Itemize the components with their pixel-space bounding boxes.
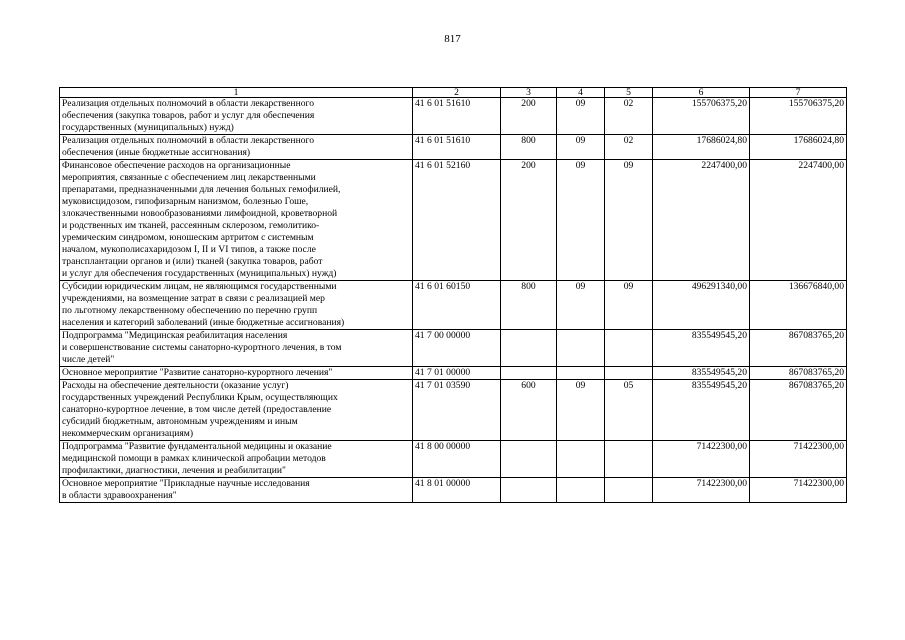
row-code: 41 6 01 52160 (413, 160, 501, 281)
row-code: 41 6 01 51610 (413, 135, 501, 160)
column-header: 1 (60, 88, 413, 98)
table-row (60, 160, 847, 281)
column-header: 2 (413, 88, 501, 98)
row-expense-type (501, 330, 557, 367)
row-expense-type (501, 478, 557, 503)
row-amount-col7: 867083765,20 (750, 367, 847, 380)
column-header: 4 (557, 88, 605, 98)
row-section: 09 (557, 281, 605, 330)
row-code: 41 7 01 03590 (413, 380, 501, 441)
row-amount-col6: 496291340,00 (653, 281, 750, 330)
row-expense-type: 200 (501, 160, 557, 281)
row-amount-col6: 155706375,20 (653, 98, 750, 135)
row-name: Подпрограмма "Развитие фундаментальной медицины и оказание медицинской помощи в рамках клинической апробации методов профилактики, диагностики, лечения и реабилитации" (60, 441, 413, 478)
row-expense-type: 800 (501, 135, 557, 160)
table-row (60, 380, 847, 441)
row-section (557, 367, 605, 380)
row-code: 41 6 01 51610 (413, 98, 501, 135)
row-section: 09 (557, 380, 605, 441)
row-amount-col7: 155706375,20 (750, 98, 847, 135)
row-section: 09 (557, 135, 605, 160)
row-subsection (605, 330, 653, 367)
row-amount-col7: 2247400,00 (750, 160, 847, 281)
row-subsection: 02 (605, 98, 653, 135)
row-amount-col7: 136676840,00 (750, 281, 847, 330)
table-row (60, 98, 847, 135)
row-name: Основное мероприятие "Прикладные научные исследования в области здравоохранения" (60, 478, 413, 503)
column-header: 7 (750, 88, 847, 98)
row-name: Основное мероприятие "Развитие санаторно-курортного лечения" (60, 367, 413, 380)
row-name: Подпрограмма "Медицинская реабилитация населения и совершенствование системы санаторно-курортного лечения, в том числе детей" (60, 330, 413, 367)
row-expense-type: 200 (501, 98, 557, 135)
row-amount-col6: 2247400,00 (653, 160, 750, 281)
row-code: 41 7 01 00000 (413, 367, 501, 380)
row-name: Субсидии юридическим лицам, не являющимся государственными учреждениями, на возмещение затрат в связи с реализацией мер по льготному лекарственному обеспечению по перечню групп населения и категорий заболеваний (иные бюджетные ассигнования) (60, 281, 413, 330)
row-section (557, 330, 605, 367)
row-subsection (605, 367, 653, 380)
row-section (557, 441, 605, 478)
row-code: 41 6 01 60150 (413, 281, 501, 330)
row-amount-col7: 867083765,20 (750, 380, 847, 441)
row-section (557, 478, 605, 503)
row-amount-col7: 867083765,20 (750, 330, 847, 367)
row-subsection: 05 (605, 380, 653, 441)
row-amount-col7: 71422300,00 (750, 478, 847, 503)
column-header: 5 (605, 88, 653, 98)
row-expense-type (501, 441, 557, 478)
row-section: 09 (557, 98, 605, 135)
row-amount-col6: 835549545,20 (653, 380, 750, 441)
row-name: Расходы на обеспечение деятельности (оказание услуг) государственных учреждений Республики Крым, осуществляющих санаторно-курортное лечение, в том числе детей (предоставление субсидий бюджетным, автономным учреждениям и иным некоммерческим организациям) (60, 380, 413, 441)
row-amount-col6: 17686024,80 (653, 135, 750, 160)
table-row (60, 135, 847, 160)
row-subsection (605, 478, 653, 503)
row-subsection: 02 (605, 135, 653, 160)
column-header: 6 (653, 88, 750, 98)
row-code: 41 8 00 00000 (413, 441, 501, 478)
row-expense-type (501, 367, 557, 380)
table-row (60, 281, 847, 330)
row-subsection: 09 (605, 281, 653, 330)
row-name: Реализация отдельных полномочий в области лекарственного обеспечения (закупка товаров, работ и услуг для обеспечения государственных (муниципальных) нужд) (60, 98, 413, 135)
table-row (60, 330, 847, 367)
row-amount-col6: 71422300,00 (653, 478, 750, 503)
row-name: Реализация отдельных полномочий в области лекарственного обеспечения (иные бюджетные ассигнования) (60, 135, 413, 160)
row-section: 09 (557, 160, 605, 281)
table-row (60, 367, 847, 380)
table-header-row (60, 88, 847, 98)
row-expense-type: 800 (501, 281, 557, 330)
row-name: Финансовое обеспечение расходов на организационные мероприятия, связанные с обеспечением лиц лекарственными препаратами, предназначенными для лечения больных гемофилией, муковисцидозом, гипофизарным нанизмом, болезнью Гоше, злокачественными новообразованиями лимфоидной, кроветворной и родственных им тканей, рассеянным склерозом, гемолитико- уремическим синдромом, юношеским артритом с системным началом, мукополисахаридозом I, II и VI типов, а также после трансплантации органов и (или) тканей (закупка товаров, работ и услуг для обеспечения государственных (муниципальных) нужд) (60, 160, 413, 281)
row-amount-col6: 835549545,20 (653, 367, 750, 380)
budget-table (59, 87, 847, 503)
table-row (60, 441, 847, 478)
column-header: 3 (501, 88, 557, 98)
table-row (60, 478, 847, 503)
row-expense-type: 600 (501, 380, 557, 441)
row-amount-col6: 835549545,20 (653, 330, 750, 367)
row-subsection (605, 441, 653, 478)
row-subsection: 09 (605, 160, 653, 281)
row-amount-col7: 17686024,80 (750, 135, 847, 160)
row-amount-col7: 71422300,00 (750, 441, 847, 478)
page-number: 817 (444, 33, 461, 45)
row-amount-col6: 71422300,00 (653, 441, 750, 478)
row-code: 41 7 00 00000 (413, 330, 501, 367)
row-code: 41 8 01 00000 (413, 478, 501, 503)
